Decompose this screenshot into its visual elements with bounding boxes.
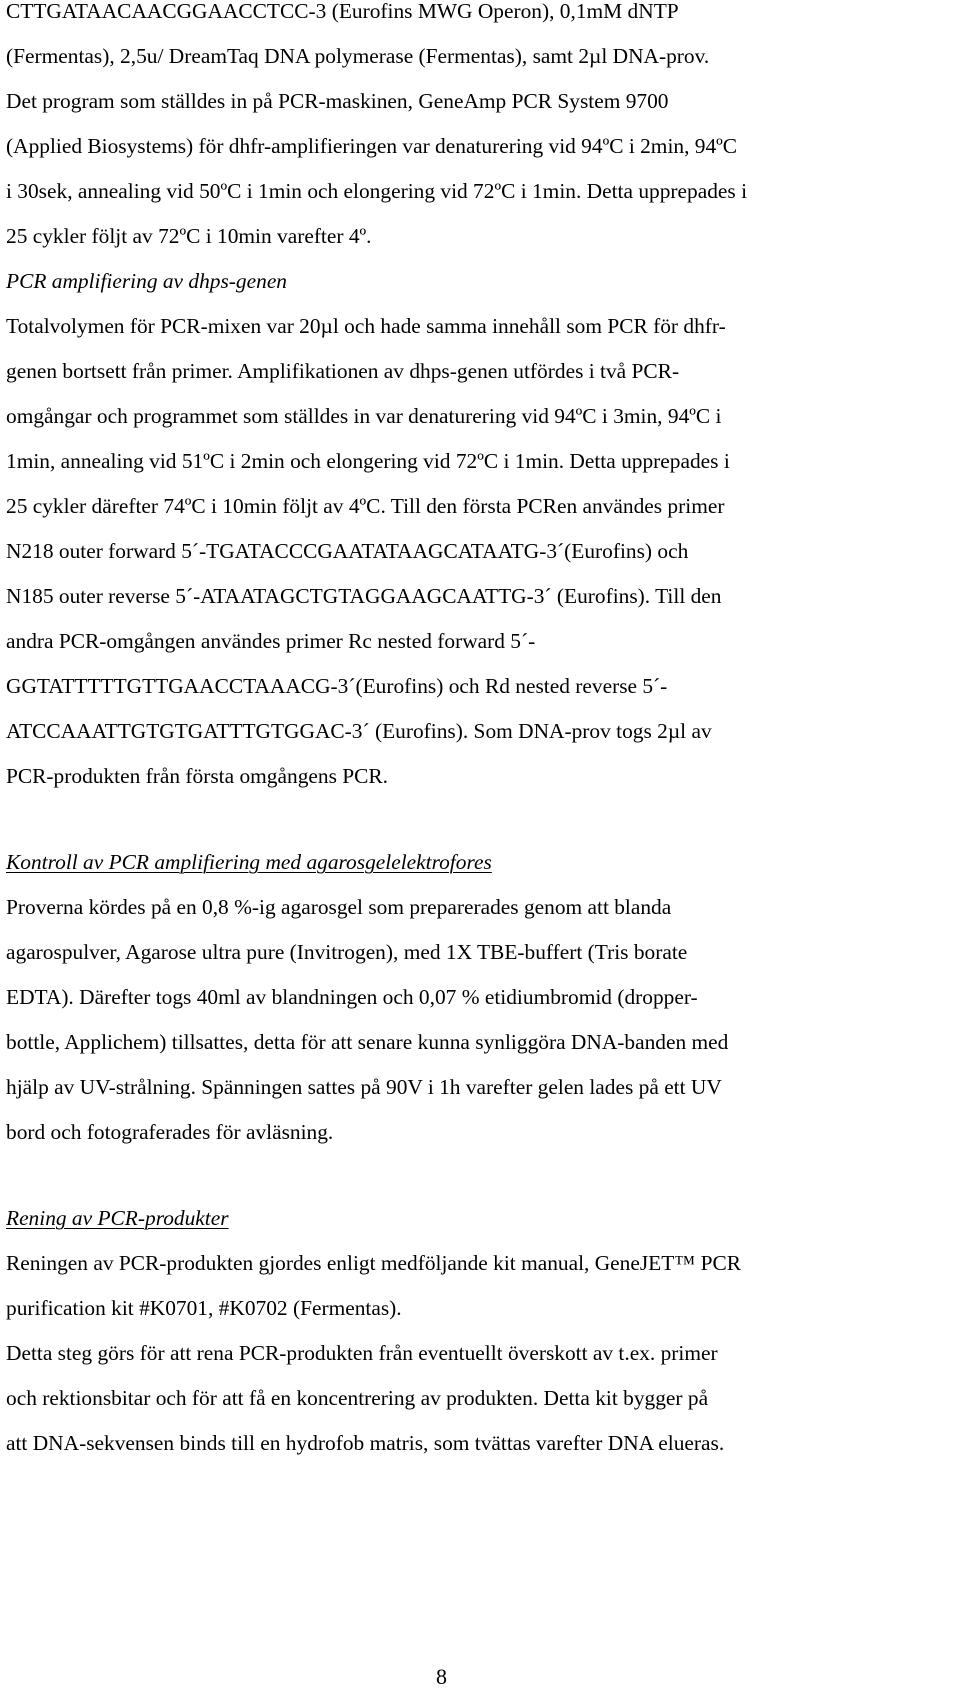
page-number: 8: [436, 1664, 447, 1689]
text-line: (Fermentas), 2,5u/ DreamTaq DNA polymerase (Fermentas), samt 2µl DNA-prov.: [6, 44, 710, 68]
text-line: bord och fotograferades för avläsning.: [6, 1120, 334, 1144]
section-heading-agarose: Kontroll av PCR amplifiering med agarosgelelektrofores: [6, 850, 492, 874]
section-heading-purification: Rening av PCR-produkter: [6, 1206, 229, 1230]
text-line: genen bortsett från primer. Amplifikationen av dhps-genen utfördes i två PCR-: [6, 359, 680, 383]
text-line: och rektionsbitar och för att få en koncentrering av produkten. Detta kit bygger på: [6, 1386, 709, 1410]
text-line: PCR-produkten från första omgångens PCR.: [6, 764, 389, 788]
text-line: N185 outer reverse 5´-ATAATAGCTGTAGGAAGCAATTG-3´ (Eurofins). Till den: [6, 584, 722, 608]
text-line: agarospulver, Agarose ultra pure (Invitrogen), med 1X TBE-buffert (Tris borate: [6, 940, 688, 964]
text-line: Det program som ställdes in på PCR-maskinen, GeneAmp PCR System 9700: [6, 89, 669, 113]
text-line: purification kit #K0701, #K0702 (Fermentas).: [6, 1296, 402, 1320]
text-line: bottle, Applichem) tillsattes, detta för att senare kunna synliggöra DNA-banden med: [6, 1030, 729, 1054]
text-line: att DNA-sekvensen binds till en hydrofob matris, som tvättas varefter DNA elueras.: [6, 1431, 725, 1455]
text-line: hjälp av UV-strålning. Spänningen sattes på 90V i 1h varefter gelen lades på ett UV: [6, 1075, 722, 1099]
text-line: 25 cykler följt av 72ºC i 10min varefter 4º.: [6, 224, 372, 248]
text-line: i 30sek, annealing vid 50ºC i 1min och elongering vid 72ºC i 1min. Detta upprepades i: [6, 179, 748, 203]
text-line: GGTATTTTTGTTGAACCTAAACG-3´(Eurofins) och Rd nested reverse 5´-: [6, 674, 668, 698]
text-line: CTTGATAACAACGGAACCTCC-3 (Eurofins MWG Operon), 0,1mM dNTP: [6, 0, 679, 23]
text-line: N218 outer forward 5´-TGATACCCGAATATAAGCATAATG-3´(Eurofins) och: [6, 539, 689, 563]
text-line: Totalvolymen för PCR-mixen var 20µl och hade samma innehåll som PCR för dhfr-: [6, 314, 726, 338]
text-line: Proverna kördes på en 0,8 %-ig agarosgel som preparerades genom att blanda: [6, 895, 672, 919]
text-line: Reningen av PCR-produkten gjordes enligt medföljande kit manual, GeneJET™ PCR: [6, 1251, 742, 1275]
text-line: (Applied Biosystems) för dhfr-amplifieringen var denaturering vid 94ºC i 2min, 94ºC: [6, 134, 738, 158]
text-line: EDTA). Därefter togs 40ml av blandningen och 0,07 % etidiumbromid (dropper-: [6, 985, 698, 1009]
text-line: 25 cykler därefter 74ºC i 10min följt av 4ºC. Till den första PCRen användes primer: [6, 494, 725, 518]
text-line: omgångar och programmet som ställdes in var denaturering vid 94ºC i 3min, 94ºC i: [6, 404, 722, 428]
text-line: andra PCR-omgången användes primer Rc nested forward 5´-: [6, 629, 536, 653]
section-heading-dhps: PCR amplifiering av dhps-genen: [6, 269, 288, 293]
text-line: 1min, annealing vid 51ºC i 2min och elongering vid 72ºC i 1min. Detta upprepades i: [6, 449, 730, 473]
text-line: Detta steg görs för att rena PCR-produkten från eventuellt överskott av t.ex. primer: [6, 1341, 718, 1365]
text-line: ATCCAAATTGTGTGATTTGTGGAC-3´ (Eurofins). Som DNA-prov togs 2µl av: [6, 719, 712, 743]
